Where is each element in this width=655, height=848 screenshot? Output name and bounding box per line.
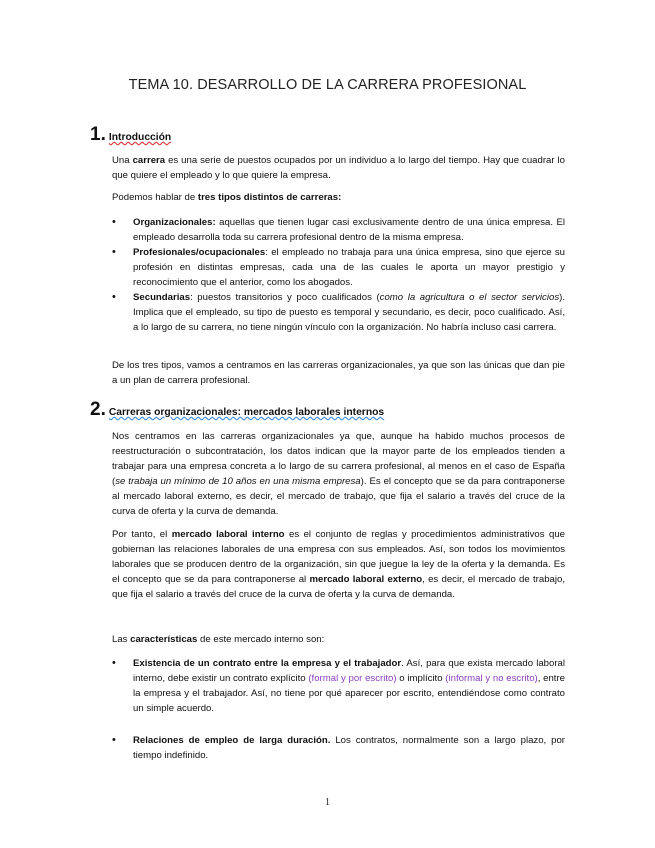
bullet-icon: • (112, 657, 116, 669)
section-2-paragraph-2 (112, 527, 565, 602)
bold-term: mercado laboral externo (309, 574, 423, 586)
text-run: Por tanto, el (112, 529, 172, 540)
bullet-text: . Así, para que exista mercado laboral interno, debe existir un contrato explícito (133, 658, 565, 685)
bullet-text: o implícito (396, 673, 446, 685)
section-2-heading (90, 399, 384, 421)
bold-term: mercado laboral interno (171, 529, 285, 540)
text-run: Una (112, 155, 133, 166)
text-run: de este mercado interno son: (197, 634, 325, 645)
bold-term: características (130, 634, 198, 645)
bold-term-carrera: carrera (132, 155, 166, 166)
document-title: TEMA 10. DESARROLLO DE LA CARRERA PROFESIONAL (128, 77, 527, 93)
text-run: Podemos hablar de (112, 192, 198, 203)
purple-note: (informal y no escrito) (445, 673, 538, 685)
section-1-title: Introducción (108, 132, 172, 143)
text-run: , es decir, el mercado de trabajo, que fija el salario a través del cruce de la curva de oferta y la curva de demanda. (112, 574, 566, 601)
bullet-term: Profesionales/ocupacionales (133, 247, 266, 258)
text-run: Las (112, 634, 131, 645)
bullet-term: Organizacionales: (133, 217, 216, 228)
bullet-term: Relaciones de empleo de larga duración. (133, 735, 331, 746)
intro-paragraph-1 (112, 153, 565, 183)
bullet-term: Secundarias (133, 292, 191, 303)
bullet-text: , entre la empresa y el trabajador. Así, no tiene por qué aparecer por escrito, entendiéndose como contrato un simple acuerdo. (133, 673, 566, 715)
bullet-profesionales (112, 245, 565, 290)
bullet-icon: • (112, 291, 116, 303)
bullet-icon: • (112, 734, 116, 746)
italic-note: se trabaja un mínimo de 10 años en una misma empresa (115, 476, 361, 488)
intro-paragraph-3: De los tres tipos, vamos a centramos en las carreras organizacionales, ya que son las únicas que dan pie a un plan de carrera profesional. (112, 360, 565, 387)
purple-note: (formal y por escrito) (308, 673, 397, 685)
section-1-number: 1. (90, 124, 106, 145)
text-run: Nos centramos en las carreras organizacionales ya que, aunque ha habido muchos procesos de reestructuración o subcontratación, los datos indican que la mayor parte de los empleados tienden a trabajar para una empresa concreta a lo largo de su carrera profesional, al menos en el caso de España ( (112, 431, 565, 488)
text-run: ). Es el concepto que se da para contraponerse al mercado laboral externo, es decir, el mercado de trabajo, que fija el salario a través del cruce de la curva de oferta y la curva de demanda. (112, 476, 565, 518)
text-run: es el conjunto de reglas y procedimientos administrativos que gobiernan las relaciones laborales de una empresa con sus empleados. Así, son todos los movimientos laborales que se producen dentro de la organización, sin que juegue la ley de la oferta y la demanda. Es el concepto que se da para contraponerse al (112, 529, 565, 586)
bullet-larga-duracion (112, 733, 565, 763)
bullet-organizacionales (112, 215, 565, 245)
section-2-number: 2. (90, 399, 106, 420)
bullet-text: : el empleado no trabaja para una única empresa, sino que ejerce su profesión en distintas empresas, cada una de las cuales le aporta un mayor prestigio y reconocimiento que el anterior, como los abogados. (133, 247, 565, 289)
section-2-paragraph-1 (112, 429, 565, 520)
bullet-contrato (112, 656, 565, 716)
page-number: 1 (325, 797, 330, 808)
bullet-text: : puestos transitorios y poco cualificados ( (190, 292, 380, 303)
bullet-text: ). Implica que el empleado, su tipo de puesto es temporal y secundario, es decir, poco cualificado. Así, a lo largo de su carrera, no tiene ningún vínculo con la organización. No habría incluso casi carrera. (133, 292, 565, 334)
bold-term: tres tipos distintos de carreras: (197, 192, 342, 203)
text-run: es una serie de puestos ocupados por un individuo a lo largo del tiempo. Hay que cuadrar lo que quiere el empleado y lo que quiere la empresa. (112, 155, 565, 182)
bullet-text: aquellas que tienen lugar casi exclusivamente dentro de una única empresa. El empleado desarrolla toda su carrera profesional dentro de la misma empresa. (133, 217, 565, 244)
section-2-paragraph-3 (112, 632, 565, 647)
section-2-title: Carreras organizacionales: mercados laborales internos (108, 407, 385, 418)
bullet-term: Existencia de un contrato entre la empresa y el trabajador (133, 658, 402, 669)
intro-paragraph-2 (112, 190, 565, 205)
bullet-text: Los contratos, normalmente son a largo plazo, por tiempo indefinido. (133, 735, 565, 762)
bullet-secundarias (112, 290, 565, 335)
bullet-icon: • (112, 216, 116, 228)
section-1-heading (90, 124, 171, 146)
italic-example: como la agricultura o el sector servicios (379, 292, 560, 303)
bullet-icon: • (112, 246, 116, 258)
